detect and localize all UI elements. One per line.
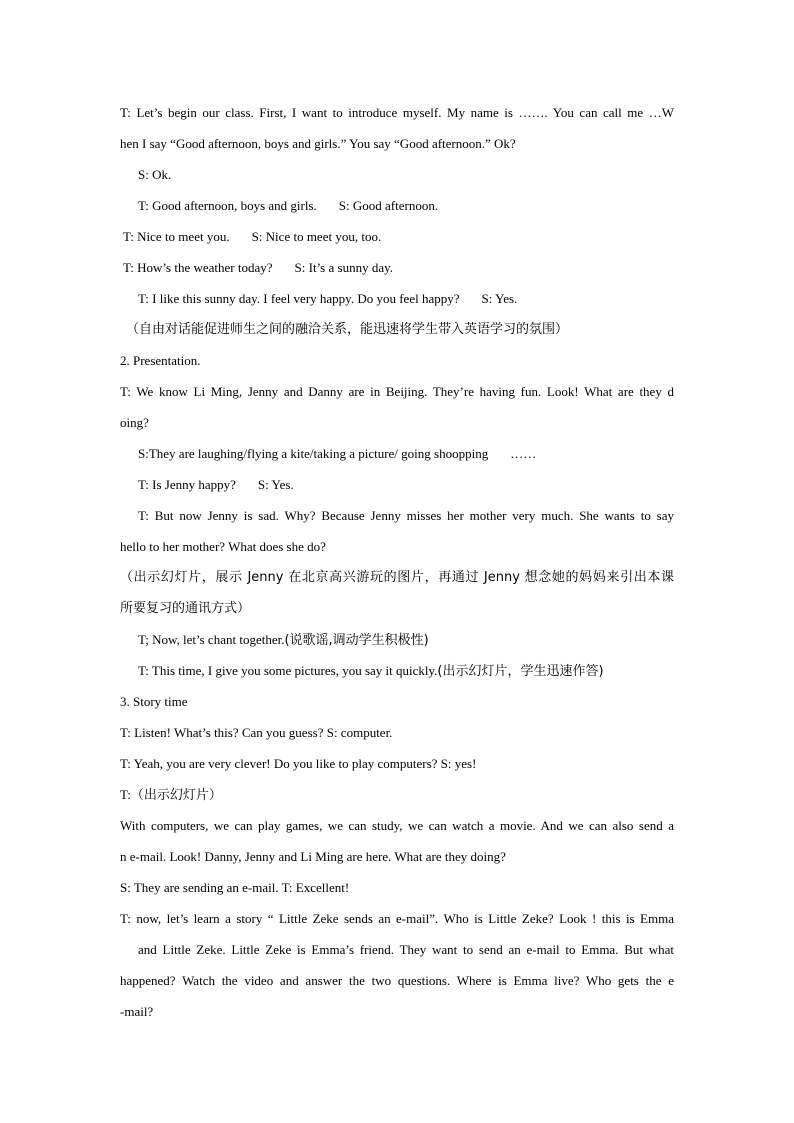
text-line: T: Yeah, you are very clever! Do you like to play computers? S: yes! [120,756,477,771]
comment-inline: (出示幻灯片，学生迅速作答) [437,664,604,679]
text-line [120,252,674,283]
text-line: T: We know Li Ming, Jenny and Danny are in Beijing. They’re having fun. Look! What are they d [120,384,674,399]
text-line: oing? [120,415,149,430]
teacher-line: T: Is Jenny happy? [138,477,236,492]
text-line [120,469,674,500]
text-line: n e-mail. Look! Danny, Jenny and Li Ming are here. What are they doing? [120,849,506,864]
teacher-line: T: Good afternoon, boys and girls. [138,198,317,213]
text-line [120,221,674,252]
teacher-line: T: I like this sunny day. I feel very happy. Do you feel happy? [138,291,460,306]
text-line [120,624,674,655]
text-line: hen I say “Good afternoon, boys and girls.” You say “Good afternoon.” Ok? [120,136,516,151]
teacher-line: T: This time, I give you some pictures, you say it quickly. [138,663,438,678]
comment-inline: (说歌谣,调动学生积极性) [284,633,429,648]
text-line: and Little Zeke. Little Zeke is Emma’s friend. They want to send an e-mail to Emma. But what [138,942,674,957]
student-line: S: It’s a sunny day. [294,260,393,275]
text-line: T:（出示幻灯片） [120,787,222,802]
comment-line: 所要复习的通讯方式） [120,601,251,616]
text-line: T: Listen! What’s this? Can you guess? S: computer. [120,725,393,740]
text-line: happened? Watch the video and answer the two questions. Where is Emma live? Who gets the e [120,973,674,988]
text-line: With computers, we can play games, we can study, we can watch a movie. And we can also send a [120,818,674,833]
text-line [120,438,674,469]
ellipsis: …… [510,446,537,461]
section-heading: 3. Story time [120,694,188,709]
text-line: T: now, let’s learn a story “ Little Zeke sends an e-mail”. Who is Little Zeke? Look ! this is Emma [120,911,674,926]
text-line [120,190,674,221]
text-line [120,655,674,686]
text-line: T: But now Jenny is sad. Why? Because Jenny misses her mother very much. She wants to say [138,508,674,523]
text-line [120,283,674,314]
teacher-line: T; Now, let’s chant together. [138,632,285,647]
text-line: S: Ok. [138,167,172,182]
teacher-line: T: Nice to meet you. [123,229,230,244]
text-line: -mail? [120,1004,154,1019]
text-line: T: Let’s begin our class. First, I want to introduce myself. My name is ……. You can call me …W [120,105,674,120]
comment-line: （自由对话能促进师生之间的融洽关系，能迅速将学生带入英语学习的氛围） [126,322,569,337]
teacher-line: T: How’s the weather today? [123,260,273,275]
student-line: S: Nice to meet you, too. [251,229,382,244]
student-line: S: Good afternoon. [338,198,439,213]
comment-line: （出示幻灯片，展示 Jenny 在北京高兴游玩的图片，再通过 Jenny 想念她的妈妈来引出本课 [120,570,674,585]
text-line: hello to her mother? What does she do? [120,539,326,554]
student-line: S: Yes. [481,291,518,306]
text-line: S: They are sending an e-mail. T: Excellent! [120,880,350,895]
student-line: S: Yes. [257,477,294,492]
section-heading: 2. Presentation. [120,353,201,368]
document-page [120,97,674,1027]
student-line: S:They are laughing/flying a kite/taking a picture/ going shoopping [138,446,489,461]
